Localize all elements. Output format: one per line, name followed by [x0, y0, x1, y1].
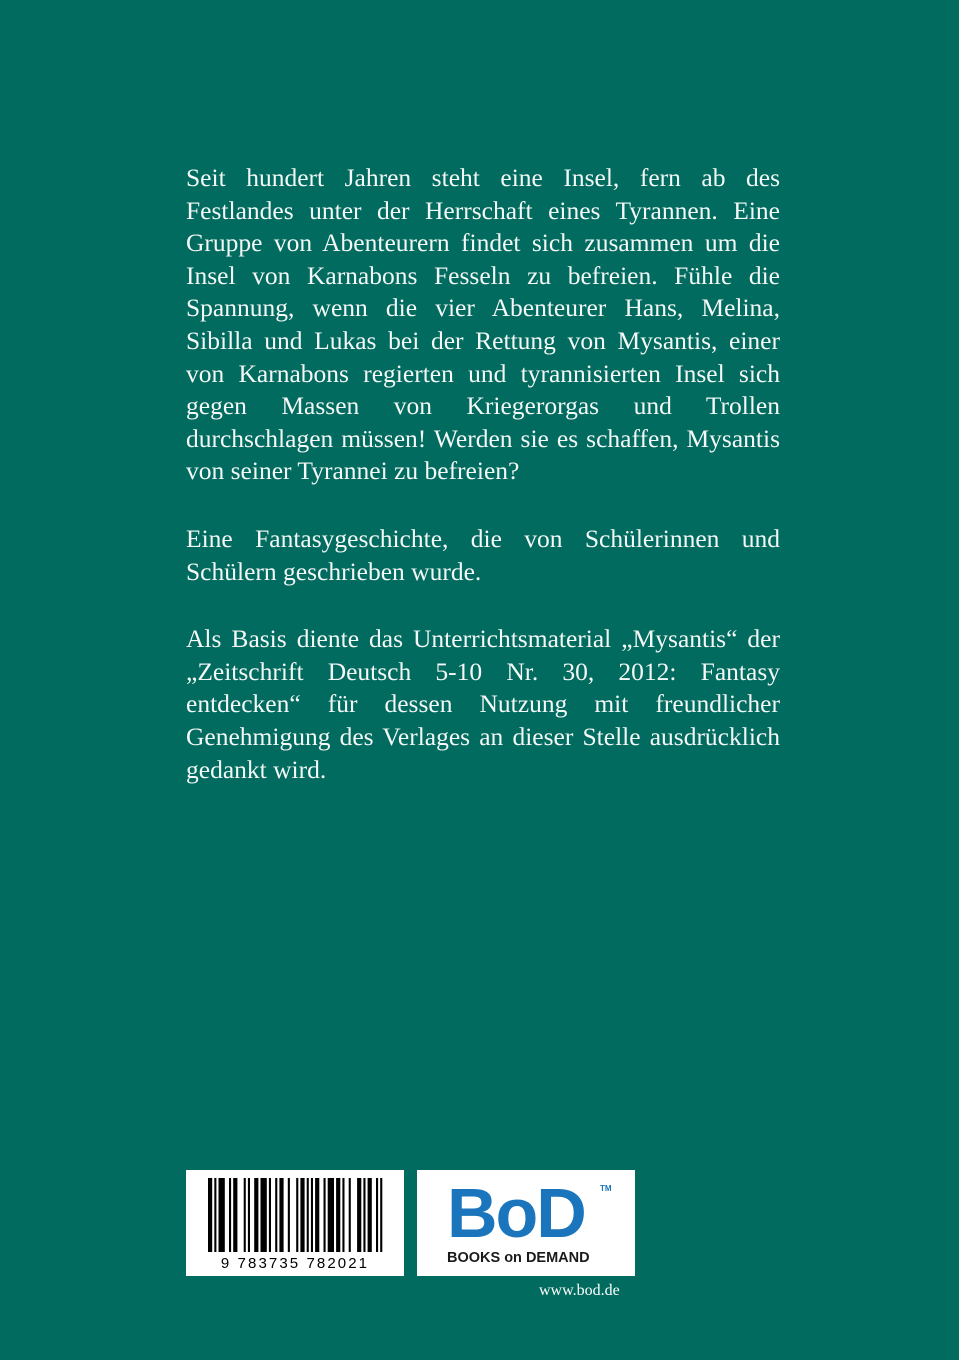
- publisher-url[interactable]: www.bod.de: [539, 1282, 620, 1299]
- publisher-logo: [417, 1170, 635, 1276]
- barcode-digits: 9 783735 782021: [220, 1255, 370, 1272]
- isbn-barcode: [186, 1170, 404, 1276]
- blurb-paragraph-3: Als Basis diente das Unterrichtsmaterial „Mysantis“ der „Zeitschrift Deutsch 5-10 Nr. 30, 2012: Fantasy entdecken“ für dessen Nutzung mit freundlicher Genehmigung des Verlages an dieser Stelle ausdrücklich gedankt wird.: [186, 624, 780, 784]
- publisher-tagline: BOOKS on DEMAND: [447, 1250, 590, 1266]
- blurb-paragraph-2: Eine Fantasygeschichte, die von Schülerinnen und Schülern geschrieben wurde.: [186, 523, 780, 586]
- trademark-symbol: TM: [600, 1184, 612, 1193]
- bod-logo-mark: BoD: [447, 1174, 585, 1252]
- blurb-paragraph-1: Seit hundert Jahren steht eine Insel, fern ab des Festlandes unter der Herrschaft eines Tyrannen. Eine Gruppe von Abenteurern findet sich zusammen um die Insel von Karnabons Fesseln zu befreien. Fühle die Spannung, wenn die vier Abenteurer Hans, Melina, Sibilla und Lukas bei der Rettung von Mysantis, einer von Karnabons regierten und tyrannisierten Insel sich gegen Massen von Kriegerorgas und Trollen durchschlagen müssen! Werden sie es schaffen, Mysantis von seiner Tyrannei zu befreien?: [186, 163, 780, 486]
- blurb-text: [186, 162, 780, 821]
